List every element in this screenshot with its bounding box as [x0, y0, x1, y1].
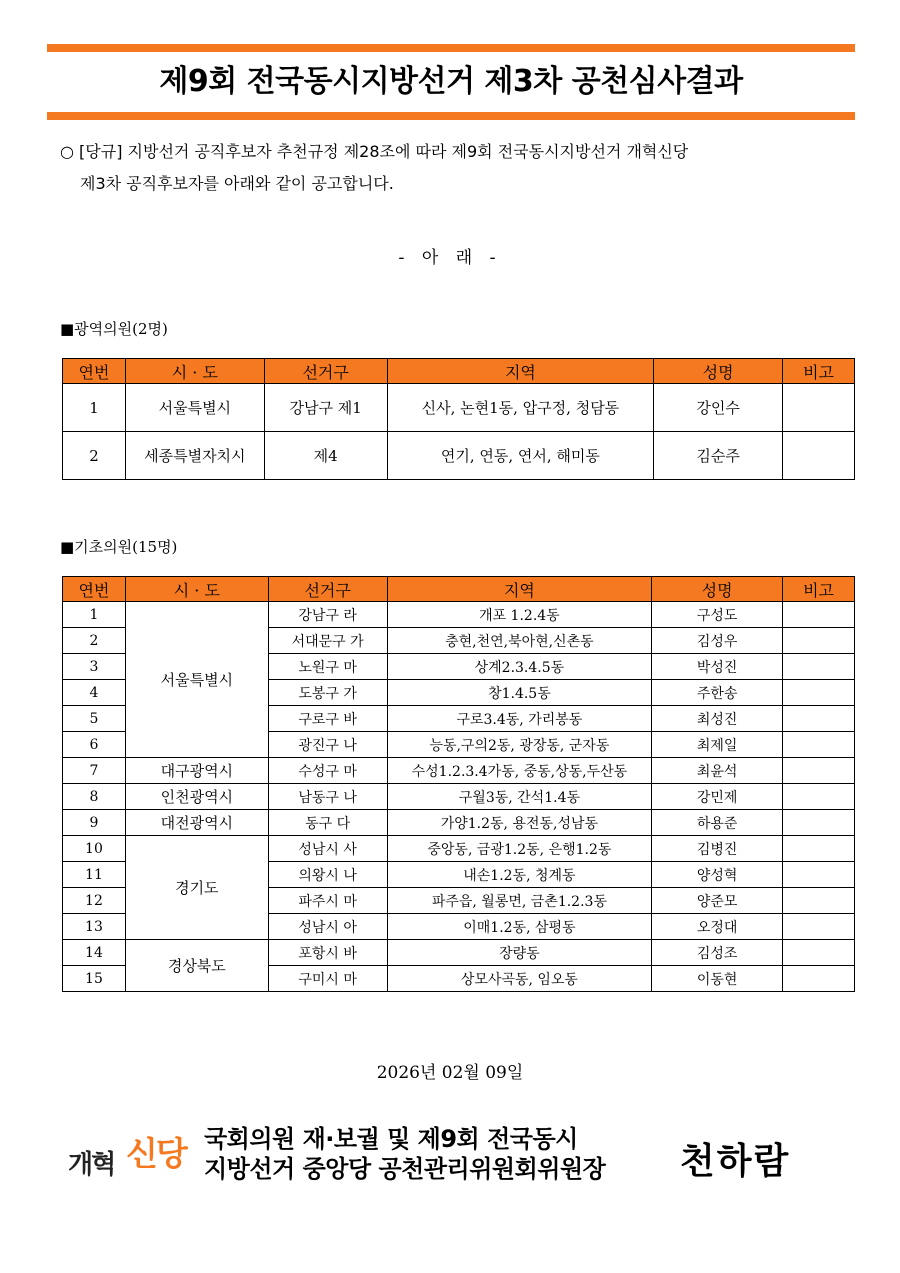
header-region: 지역: [387, 577, 652, 602]
header-note: 비고: [783, 577, 855, 602]
header-name: 성명: [652, 577, 783, 602]
cell-name: 강인수: [654, 384, 783, 432]
cell-note: [783, 628, 855, 654]
cell-region: 수성1.2.3.4가동, 중동,상동,두산동: [387, 758, 652, 784]
cell-name: 이동현: [652, 966, 783, 992]
cell-district: 구미시 마: [268, 966, 387, 992]
cell-district: 제4: [264, 432, 387, 480]
header-sido: 시 · 도: [125, 359, 264, 384]
logo-part-2: 신당: [126, 1134, 186, 1173]
table-row: [63, 940, 855, 966]
announcement-date: 2026년 02월 09일: [376, 1063, 524, 1083]
intro-paragraph: [60, 136, 688, 200]
table-header-row: [63, 359, 855, 384]
cell-region: 구월3동, 간석1.4동: [387, 784, 652, 810]
cell-district: 강남구 제1: [264, 384, 387, 432]
intro-line-1: ○ [당규] 지방선거 공직후보자 추천규정 제28조에 따라 제9회 전국동시지방선거 개혁신당: [60, 142, 689, 161]
section1-label: ■광역의원(2명): [60, 320, 168, 338]
table-row: [63, 758, 855, 784]
header-no: 연번: [63, 577, 126, 602]
cell-no: 8: [63, 784, 126, 810]
committee-title: [204, 1124, 605, 1184]
table-row: [63, 384, 855, 432]
cell-note: [783, 810, 855, 836]
cell-no: 10: [63, 836, 126, 862]
cell-note: [783, 914, 855, 940]
chair-name: 천하람: [680, 1141, 791, 1182]
header-region: 지역: [387, 359, 654, 384]
cell-note: [783, 680, 855, 706]
cell-district: 남동구 나: [268, 784, 387, 810]
cell-note: [783, 654, 855, 680]
cell-note: [783, 602, 855, 628]
cell-region: 중앙동, 금광1.2동, 은행1.2동: [387, 836, 652, 862]
cell-region: 능동,구의2동, 광장동, 군자동: [387, 732, 652, 758]
cell-region: 창1.4.5동: [387, 680, 652, 706]
cell-sido: 경상북도: [125, 940, 268, 992]
cell-district: 서대문구 가: [268, 628, 387, 654]
table-row: [63, 602, 855, 628]
cell-name: 구성도: [652, 602, 783, 628]
cell-no: 11: [63, 862, 126, 888]
cell-region: 가양1.2동, 용전동,성남동: [387, 810, 652, 836]
cell-no: 1: [63, 384, 126, 432]
cell-district: 노원구 마: [268, 654, 387, 680]
cell-no: 7: [63, 758, 126, 784]
cell-district: 광진구 나: [268, 732, 387, 758]
cell-name: 최제일: [652, 732, 783, 758]
cell-no: 13: [63, 914, 126, 940]
cell-no: 1: [63, 602, 126, 628]
cell-no: 2: [63, 432, 126, 480]
cell-note: [783, 862, 855, 888]
cell-note: [783, 940, 855, 966]
cell-sido: 세종특별자치시: [125, 432, 264, 480]
cell-name: 양성혁: [652, 862, 783, 888]
cell-region: 개포 1.2.4동: [387, 602, 652, 628]
header-district: 선거구: [264, 359, 387, 384]
table-row: [63, 836, 855, 862]
cell-region: 상계2.3.4.5동: [387, 654, 652, 680]
cell-district: 성남시 아: [268, 914, 387, 940]
header-note: 비고: [783, 359, 855, 384]
cell-name: 양준모: [652, 888, 783, 914]
cell-no: 14: [63, 940, 126, 966]
cell-region: 충현,천연,북아현,신촌동: [387, 628, 652, 654]
local-council-body: [63, 602, 855, 992]
logo-part-1: 개혁: [68, 1150, 115, 1180]
table-row: [63, 432, 855, 480]
cell-name: 박성진: [652, 654, 783, 680]
cell-region: 장량동: [387, 940, 652, 966]
cell-sido: 대구광역시: [125, 758, 268, 784]
intro-line-2: 제3차 공직후보자를 아래와 같이 공고합니다.: [80, 174, 394, 193]
cell-district: 성남시 사: [268, 836, 387, 862]
header-name: 성명: [654, 359, 783, 384]
cell-region: 이매1.2동, 삼평동: [387, 914, 652, 940]
cell-district: 의왕시 나: [268, 862, 387, 888]
cell-district: 도봉구 가: [268, 680, 387, 706]
cell-name: 강민제: [652, 784, 783, 810]
cell-sido: 경기도: [125, 836, 268, 940]
cell-name: 김성조: [652, 940, 783, 966]
cell-no: 6: [63, 732, 126, 758]
page-title: 제9회 전국동시지방선거 제3차 공천심사결과: [159, 64, 743, 99]
cell-no: 9: [63, 810, 126, 836]
arae-heading: - 아 래 -: [398, 248, 502, 268]
top-accent-bar: [47, 44, 855, 52]
table-header-row: [63, 577, 855, 602]
cell-sido: 대전광역시: [125, 810, 268, 836]
cell-sido: 인천광역시: [125, 784, 268, 810]
table-row: [63, 810, 855, 836]
local-council-table: [62, 576, 855, 992]
cell-region: 연기, 연동, 연서, 해미동: [387, 432, 654, 480]
cell-no: 3: [63, 654, 126, 680]
cell-note: [783, 966, 855, 992]
cell-region: 내손1.2동, 청계동: [387, 862, 652, 888]
cell-note: [783, 888, 855, 914]
cell-region: 파주읍, 월롱면, 금촌1.2.3동: [387, 888, 652, 914]
header-no: 연번: [63, 359, 126, 384]
cell-note: [783, 432, 855, 480]
cell-no: 2: [63, 628, 126, 654]
cell-region: 구로3.4동, 가리봉동: [387, 706, 652, 732]
party-logo: [68, 1128, 198, 1183]
cell-region: 신사, 논현1동, 압구정, 청담동: [387, 384, 654, 432]
cell-region: 상모사곡동, 임오동: [387, 966, 652, 992]
cell-name: 최성진: [652, 706, 783, 732]
cell-district: 파주시 마: [268, 888, 387, 914]
cell-sido: 서울특별시: [125, 602, 268, 758]
cell-district: 동구 다: [268, 810, 387, 836]
table-row: [63, 784, 855, 810]
cell-note: [783, 784, 855, 810]
cell-no: 5: [63, 706, 126, 732]
cell-district: 수성구 마: [268, 758, 387, 784]
regional-council-table: [62, 358, 855, 480]
cell-note: [783, 384, 855, 432]
cell-sido: 서울특별시: [125, 384, 264, 432]
cell-name: 하용준: [652, 810, 783, 836]
committee-line-1: 국회의원 재·보궐 및 제9회 전국동시: [204, 1125, 578, 1153]
cell-name: 주한송: [652, 680, 783, 706]
cell-district: 구로구 바: [268, 706, 387, 732]
cell-name: 김순주: [654, 432, 783, 480]
title-underline-bar: [47, 112, 855, 120]
cell-no: 4: [63, 680, 126, 706]
cell-name: 오정대: [652, 914, 783, 940]
header-sido: 시 · 도: [125, 577, 268, 602]
cell-note: [783, 732, 855, 758]
cell-no: 12: [63, 888, 126, 914]
cell-name: 김성우: [652, 628, 783, 654]
cell-no: 15: [63, 966, 126, 992]
committee-line-2: 지방선거 중앙당 공천관리위원회위원장: [204, 1155, 606, 1183]
cell-note: [783, 706, 855, 732]
cell-district: 포항시 바: [268, 940, 387, 966]
cell-district: 강남구 라: [268, 602, 387, 628]
cell-note: [783, 758, 855, 784]
cell-name: 최윤석: [652, 758, 783, 784]
section2-label: ■기초의원(15명): [60, 538, 178, 556]
cell-note: [783, 836, 855, 862]
cell-name: 김병진: [652, 836, 783, 862]
header-district: 선거구: [268, 577, 387, 602]
